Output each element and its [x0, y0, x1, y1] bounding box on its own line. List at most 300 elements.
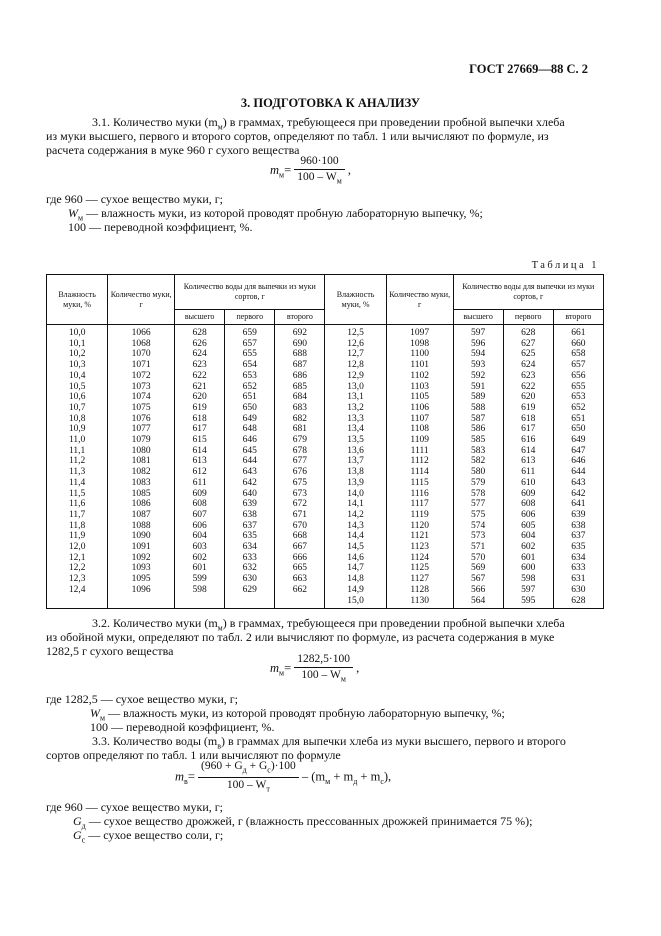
table-cell: 668	[275, 531, 325, 542]
table-cell: 660	[553, 339, 603, 350]
table-cell: 643	[553, 478, 603, 489]
table-cell: 1107	[386, 414, 453, 425]
table-cell: 646	[553, 456, 603, 467]
table-cell: 1087	[108, 510, 175, 521]
table-cell: 607	[175, 510, 225, 521]
table-cell: 589	[453, 392, 503, 403]
table-cell: 649	[553, 435, 603, 446]
table-cell: 13,9	[325, 478, 386, 489]
table-cell: 635	[225, 531, 275, 542]
table-cell: 11,4	[47, 478, 108, 489]
table-cell: 643	[225, 467, 275, 478]
table-cell: 1074	[108, 392, 175, 403]
table-cell: 12,2	[47, 563, 108, 574]
table-cell: 624	[503, 360, 553, 371]
table-cell: 1111	[386, 446, 453, 457]
p31-line3: расчета содержания в муке 960 г сухого вещества	[46, 143, 300, 157]
table-cell: 617	[175, 424, 225, 435]
table-cell: 578	[453, 489, 503, 500]
table-cell: 663	[275, 574, 325, 585]
table-cell: 602	[503, 542, 553, 553]
table-cell: 629	[225, 585, 275, 596]
table-cell: 12,5	[325, 325, 386, 339]
table-cell: 638	[225, 510, 275, 521]
table-cell: 1114	[386, 467, 453, 478]
table-cell: 641	[553, 499, 603, 510]
table-cell: 655	[553, 382, 603, 393]
table-cell: 1127	[386, 574, 453, 585]
table-cell: 652	[225, 382, 275, 393]
table-cell: 12,7	[325, 349, 386, 360]
page-header: ГОСТ 27669—88 С. 2	[469, 62, 588, 76]
table-cell: 1073	[108, 382, 175, 393]
table-cell: 596	[453, 339, 503, 350]
table-cell: 613	[175, 456, 225, 467]
table-cell: 681	[275, 424, 325, 435]
table-row	[47, 371, 604, 382]
table-cell: 687	[275, 360, 325, 371]
table-cell: 609	[175, 489, 225, 500]
table-cell: 1119	[386, 510, 453, 521]
table-cell: 601	[175, 563, 225, 574]
table-cell: 1090	[108, 531, 175, 542]
table-cell: 651	[553, 414, 603, 425]
table-cell: 1081	[108, 456, 175, 467]
table-cell: 10,1	[47, 339, 108, 350]
table-cell: 644	[553, 467, 603, 478]
table-cell: 621	[175, 382, 225, 393]
table-row	[47, 585, 604, 596]
table-cell: 666	[275, 553, 325, 564]
table-cell: 637	[553, 531, 603, 542]
table-row	[47, 360, 604, 371]
table-cell: 14,9	[325, 585, 386, 596]
table-cell: 570	[453, 553, 503, 564]
table-cell: 11,9	[47, 531, 108, 542]
table-cell: 686	[275, 371, 325, 382]
table-cell: 11,7	[47, 510, 108, 521]
table-cell: 1100	[386, 349, 453, 360]
table-cell: 598	[503, 574, 553, 585]
table-cell: 623	[503, 371, 553, 382]
table-cell: 15,0	[325, 596, 386, 609]
p32-line3: 1282,5 г сухого вещества	[46, 644, 174, 658]
table-cell: 614	[503, 446, 553, 457]
table-cell: 588	[453, 403, 503, 414]
table-cell: 10,6	[47, 392, 108, 403]
table-cell: 675	[275, 478, 325, 489]
table-row	[47, 424, 604, 435]
table-cell: 573	[453, 531, 503, 542]
table-cell: 677	[275, 456, 325, 467]
table-cell: 12,8	[325, 360, 386, 371]
table-cell: 616	[503, 435, 553, 446]
table-cell: 628	[175, 325, 225, 339]
table-cell: 625	[503, 349, 553, 360]
table-cell: 1124	[386, 553, 453, 564]
table-cell: 1128	[386, 585, 453, 596]
table-cell: 671	[275, 510, 325, 521]
table-cell: 1066	[108, 325, 175, 339]
where3-item: где 960 — сухое вещество муки, г;	[46, 800, 223, 814]
table-cell: 633	[225, 553, 275, 564]
col-header-flour: Количество муки, г	[108, 275, 175, 325]
table-cell: 10,5	[47, 382, 108, 393]
table-cell	[175, 596, 225, 609]
table-cell: 1075	[108, 403, 175, 414]
table-cell: 604	[175, 531, 225, 542]
table-cell: 628	[503, 325, 553, 339]
table-cell: 647	[553, 446, 603, 457]
table-cell: 622	[503, 382, 553, 393]
table-cell: 566	[453, 585, 503, 596]
p33-line2: сортов определяют по табл. 1 или вычисляют по формуле	[46, 748, 341, 762]
table-cell: 10,2	[47, 349, 108, 360]
table-cell	[225, 596, 275, 609]
table-cell: 14,0	[325, 489, 386, 500]
table-cell: 619	[175, 403, 225, 414]
table-cell: 13,5	[325, 435, 386, 446]
table-row	[47, 446, 604, 457]
table-cell: 14,4	[325, 531, 386, 542]
table-row	[47, 542, 604, 553]
table-cell: 1105	[386, 392, 453, 403]
table-cell: 1080	[108, 446, 175, 457]
table-cell: 1086	[108, 499, 175, 510]
table-cell: 639	[225, 499, 275, 510]
table-cell: 640	[225, 489, 275, 500]
table-caption: Таблица 1	[531, 260, 599, 271]
formula-2: $m_м=$ $\frac{1282,5\cdot 100}{100 - W_м}$ ,	[270, 653, 360, 684]
p32-line1: 3.2. Количество муки $(m_м)$ в граммах, требующееся при проведении пробной выпечки хлеба	[92, 616, 565, 633]
table-cell: 618	[175, 414, 225, 425]
table-cell: 12,4	[47, 585, 108, 596]
table-cell: 620	[175, 392, 225, 403]
table-cell: 14,7	[325, 563, 386, 574]
col-header-first-grade: первого	[225, 310, 275, 325]
table-cell: 1083	[108, 478, 175, 489]
table-cell: 1125	[386, 563, 453, 574]
table-cell: 1106	[386, 403, 453, 414]
table-cell: 609	[503, 489, 553, 500]
table-cell: 604	[503, 531, 553, 542]
table-cell: 12,0	[47, 542, 108, 553]
table-cell: 600	[503, 563, 553, 574]
table-row	[47, 553, 604, 564]
table-cell: 591	[453, 382, 503, 393]
table-cell: 634	[225, 542, 275, 553]
table-cell: 631	[553, 574, 603, 585]
col-header-top-grade: высшего	[175, 310, 225, 325]
table-cell: 639	[553, 510, 603, 521]
table-cell: 622	[175, 371, 225, 382]
table-cell: 602	[175, 553, 225, 564]
table-cell: 619	[503, 403, 553, 414]
table-cell: 1068	[108, 339, 175, 350]
table-cell: 14,3	[325, 521, 386, 532]
where1-item: где 960 — сухое вещество муки, г;	[46, 192, 223, 206]
section-title: 3. ПОДГОТОВКА К АНАЛИЗУ	[240, 96, 421, 110]
table-cell: 13,3	[325, 414, 386, 425]
table-cell: 13,6	[325, 446, 386, 457]
table-row	[47, 403, 604, 414]
table-cell: 1079	[108, 435, 175, 446]
table-cell: 1112	[386, 456, 453, 467]
table-row	[47, 489, 604, 500]
table-row	[47, 510, 604, 521]
table-cell: 630	[225, 574, 275, 585]
table-cell: 644	[225, 456, 275, 467]
table-cell: 1108	[386, 424, 453, 435]
table-cell: 667	[275, 542, 325, 553]
table-cell: 685	[275, 382, 325, 393]
table-cell: 1085	[108, 489, 175, 500]
table-cell: 1091	[108, 542, 175, 553]
table-cell: 652	[553, 403, 603, 414]
table-cell: 655	[225, 349, 275, 360]
table-cell: 12,6	[325, 339, 386, 350]
table-cell: 690	[275, 339, 325, 350]
table-cell: 661	[553, 325, 603, 339]
table-row	[47, 325, 604, 339]
table-cell: 672	[275, 499, 325, 510]
table-cell: 11,0	[47, 435, 108, 446]
table-cell: 580	[453, 467, 503, 478]
formula-1: $m_м=$ $\frac{960\cdot 100}{100 - W_м}$ ,	[270, 155, 351, 186]
table-cell: 683	[275, 403, 325, 414]
table-cell: 684	[275, 392, 325, 403]
table-cell: 659	[225, 325, 275, 339]
table-cell	[47, 596, 108, 609]
table-cell: 10,9	[47, 424, 108, 435]
table-cell: 586	[453, 424, 503, 435]
table-cell: 1115	[386, 478, 453, 489]
table-cell: 606	[175, 521, 225, 532]
table-cell: 610	[503, 478, 553, 489]
table-cell: 649	[225, 414, 275, 425]
col-header-water: Количество воды для выпечки из муки сортов, г	[453, 275, 603, 310]
table-cell: 613	[503, 456, 553, 467]
table-cell: 11,2	[47, 456, 108, 467]
table-cell: 564	[453, 596, 503, 609]
table-cell: 632	[225, 563, 275, 574]
table-cell: 1098	[386, 339, 453, 350]
table-cell: 653	[225, 371, 275, 382]
table-cell: 574	[453, 521, 503, 532]
table-cell: 1102	[386, 371, 453, 382]
table-cell: 646	[225, 435, 275, 446]
table-cell: 11,3	[47, 467, 108, 478]
table-cell: 569	[453, 563, 503, 574]
col-header-water: Количество воды для выпечки из муки сортов, г	[175, 275, 325, 310]
p33-line1: 3.3. Количество воды $(m_в)$ в граммах для выпечки хлеба из муки высшего, первого и второго	[92, 734, 566, 751]
table-cell: 637	[225, 521, 275, 532]
where3-item: $G_д$ — сухое вещество дрожжей, г (влажность прессованных дрожжей принимается 75 %);	[73, 814, 533, 831]
table-cell: 11,6	[47, 499, 108, 510]
table-cell: 642	[225, 478, 275, 489]
table-cell: 582	[453, 456, 503, 467]
table-cell: 13,1	[325, 392, 386, 403]
table-cell: 571	[453, 542, 503, 553]
table-cell: 598	[175, 585, 225, 596]
table-cell: 638	[553, 521, 603, 532]
table-cell: 14,6	[325, 553, 386, 564]
table-cell	[108, 596, 175, 609]
table-cell: 662	[275, 585, 325, 596]
col-header-second-grade: второго	[553, 310, 603, 325]
table-cell: 1092	[108, 553, 175, 564]
table-cell: 12,3	[47, 574, 108, 585]
table-cell: 630	[553, 585, 603, 596]
table-cell: 13,2	[325, 403, 386, 414]
where1-item: $W_м$ — влажность муки, из которой проводят пробную лабораторную выпечку, %;	[68, 206, 483, 223]
table-cell: 1101	[386, 360, 453, 371]
table-cell: 575	[453, 510, 503, 521]
table-cell: 645	[225, 446, 275, 457]
table-cell: 13,0	[325, 382, 386, 393]
table-cell: 670	[275, 521, 325, 532]
table-cell: 657	[225, 339, 275, 350]
table-cell: 595	[503, 596, 553, 609]
table-cell: 608	[503, 499, 553, 510]
table-cell: 594	[453, 349, 503, 360]
table-cell: 11,5	[47, 489, 108, 500]
where2-item: где 1282,5 — сухое вещество муки, г;	[46, 692, 238, 706]
table-cell: 665	[275, 563, 325, 574]
table-cell: 10,3	[47, 360, 108, 371]
formula-3: $m_в=$ $\frac{(960 + G_д + G_с)\cdot 100}{100 - W_т}$ – $(m_м + m_д + m_с)$,	[175, 760, 392, 794]
table-cell: 1088	[108, 521, 175, 532]
table-cell: 648	[225, 424, 275, 435]
table-cell: 688	[275, 349, 325, 360]
table-cell: 11,8	[47, 521, 108, 532]
table-cell: 567	[453, 574, 503, 585]
table-cell: 1109	[386, 435, 453, 446]
table-cell: 611	[503, 467, 553, 478]
table-cell: 656	[553, 371, 603, 382]
table-cell: 676	[275, 467, 325, 478]
table-cell: 601	[503, 553, 553, 564]
col-header-top-grade: высшего	[453, 310, 503, 325]
table-cell: 642	[553, 489, 603, 500]
table-row	[47, 349, 604, 360]
table-cell: 12,1	[47, 553, 108, 564]
where2-item: $W_м$ — влажность муки, из которой проводят пробную лабораторную выпечку, %;	[90, 706, 505, 723]
col-header-flour: Количество муки, г	[386, 275, 453, 325]
table-row	[47, 531, 604, 542]
p31-line1: 3.1. Количество муки $(m_м)$ в граммах, требующееся при проведении пробной выпечки хлеба	[92, 115, 565, 132]
table-cell: 650	[553, 424, 603, 435]
table-cell: 593	[453, 360, 503, 371]
p31-line2: из муки высшего, первого и второго сортов, определяют по табл. 1 или вычисляют по формуле, из	[46, 129, 549, 143]
table-cell: 1117	[386, 499, 453, 510]
table-cell: 1130	[386, 596, 453, 609]
table-cell: 620	[503, 392, 553, 403]
table-row	[47, 499, 604, 510]
table-row	[47, 574, 604, 585]
table-cell: 13,8	[325, 467, 386, 478]
table-cell: 658	[553, 349, 603, 360]
where1-item: 100 — переводной коэффициент, %.	[68, 220, 253, 234]
table-cell: 623	[175, 360, 225, 371]
table-cell: 10,7	[47, 403, 108, 414]
table-cell: 1116	[386, 489, 453, 500]
table-cell: 626	[175, 339, 225, 350]
table-cell: 11,1	[47, 446, 108, 457]
table-row	[47, 392, 604, 403]
col-header-moisture: Влажность муки, %	[47, 275, 108, 325]
table-cell: 1103	[386, 382, 453, 393]
table-cell: 1070	[108, 349, 175, 360]
table-cell: 627	[503, 339, 553, 350]
where3-item: $G_с$ — сухое вещество соли, г;	[73, 828, 224, 845]
table-cell: 633	[553, 563, 603, 574]
table-cell: 1071	[108, 360, 175, 371]
table-cell: 587	[453, 414, 503, 425]
table-cell: 606	[503, 510, 553, 521]
table-row	[47, 563, 604, 574]
table-cell: 650	[225, 403, 275, 414]
table-cell: 14,2	[325, 510, 386, 521]
table-cell: 634	[553, 553, 603, 564]
table-cell: 13,4	[325, 424, 386, 435]
table-cell: 692	[275, 325, 325, 339]
table-cell: 653	[553, 392, 603, 403]
table-cell: 592	[453, 371, 503, 382]
table-cell: 682	[275, 414, 325, 425]
table-cell: 608	[175, 499, 225, 510]
table-cell: 1072	[108, 371, 175, 382]
table-cell: 1120	[386, 521, 453, 532]
table-cell: 673	[275, 489, 325, 500]
table-cell: 585	[453, 435, 503, 446]
table-cell: 1096	[108, 585, 175, 596]
col-header-second-grade: второго	[275, 310, 325, 325]
table-cell: 1093	[108, 563, 175, 574]
table-cell: 678	[275, 446, 325, 457]
table-row	[47, 435, 604, 446]
table-1	[46, 274, 604, 609]
table-cell: 624	[175, 349, 225, 360]
table-cell: 635	[553, 542, 603, 553]
table-cell: 679	[275, 435, 325, 446]
table-cell: 618	[503, 414, 553, 425]
table-row	[47, 414, 604, 425]
p32-line2: из обойной муки, определяют по табл. 2 или вычисляют по формуле, из расчета содержания в муке	[46, 630, 555, 644]
table-cell: 579	[453, 478, 503, 489]
table-row	[47, 596, 604, 609]
table-cell: 597	[503, 585, 553, 596]
table-cell: 583	[453, 446, 503, 457]
table-cell: 13,7	[325, 456, 386, 467]
table-cell: 597	[453, 325, 503, 339]
table-cell: 1123	[386, 542, 453, 553]
table-cell: 599	[175, 574, 225, 585]
col-header-first-grade: первого	[503, 310, 553, 325]
table-cell: 611	[175, 478, 225, 489]
table-row	[47, 382, 604, 393]
table-cell	[275, 596, 325, 609]
table-cell: 628	[553, 596, 603, 609]
table-cell: 577	[453, 499, 503, 510]
table-cell: 1097	[386, 325, 453, 339]
table-cell: 10,8	[47, 414, 108, 425]
table-cell: 1076	[108, 414, 175, 425]
table-cell: 657	[553, 360, 603, 371]
table-cell: 1077	[108, 424, 175, 435]
table-cell: 603	[175, 542, 225, 553]
table-row	[47, 456, 604, 467]
